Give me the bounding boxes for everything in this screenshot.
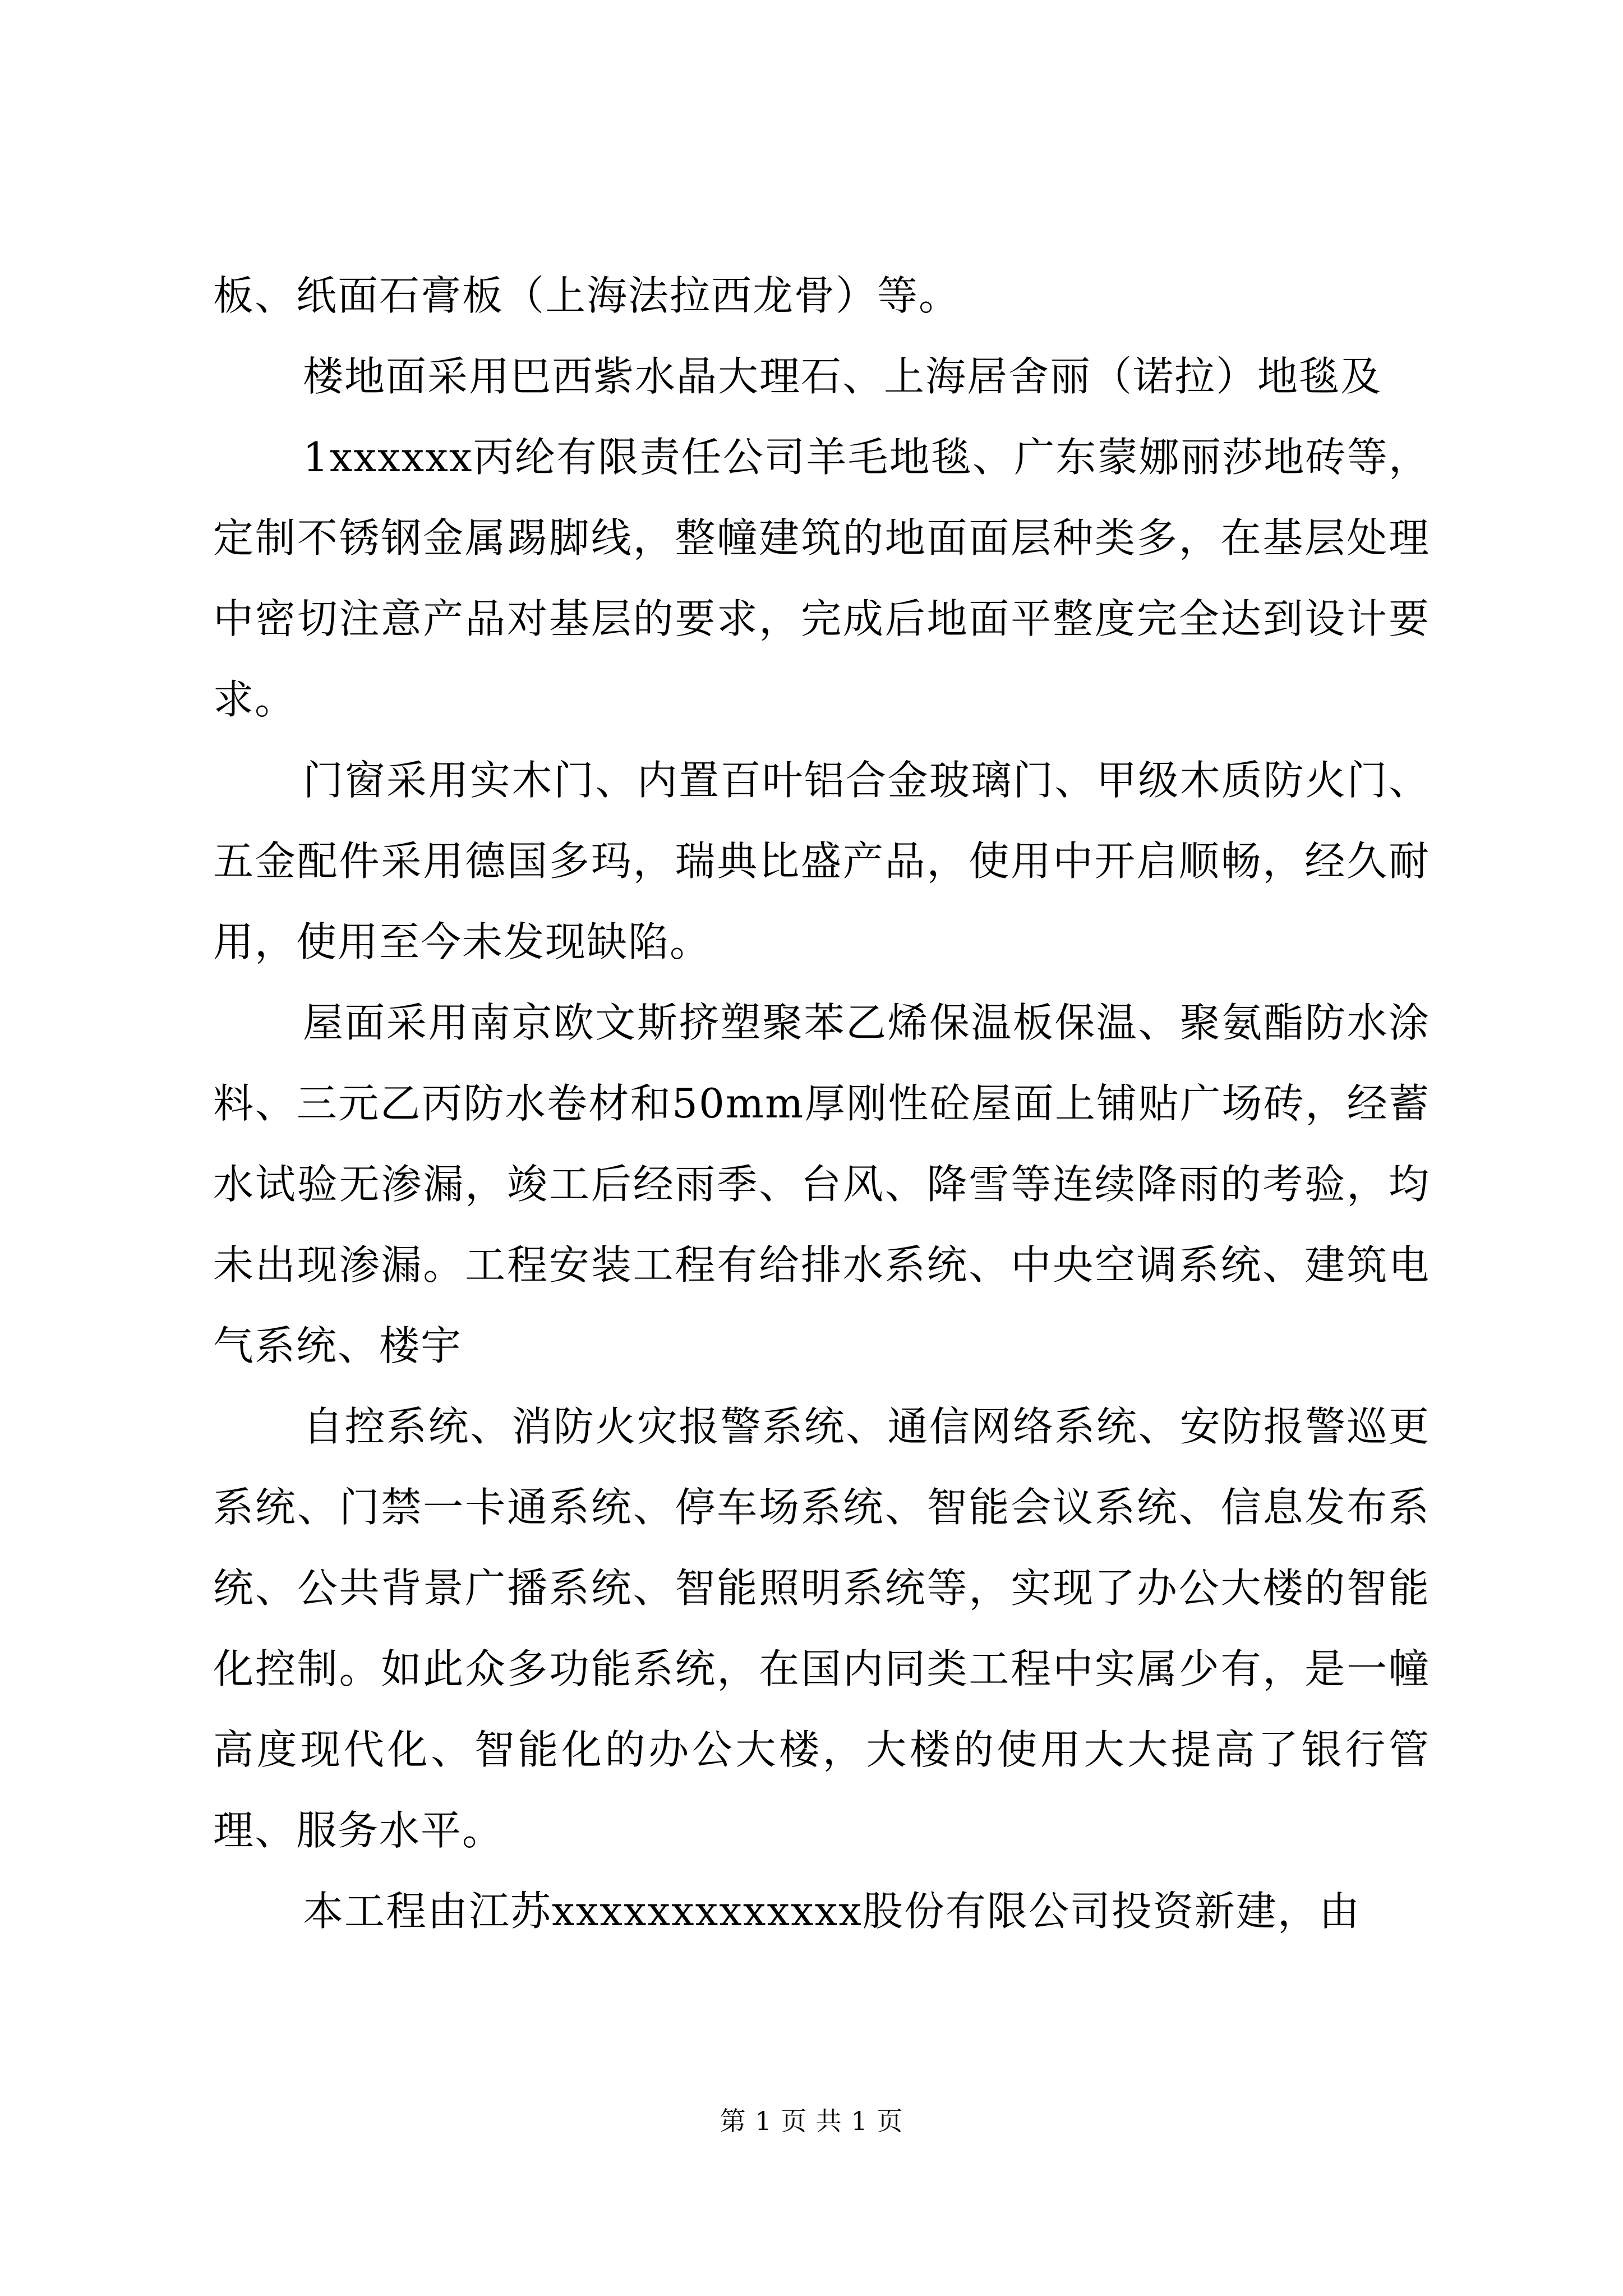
paragraph: 自控系统、消防火灾报警系统、通信网络系统、安防报警巡更系统、门禁一卡通系统、停车场系统、智能会议系统、信息发布系统、公共背景广播系统、智能照明系统等，实现了办公大楼的智能化控制。如此众多功能系统，在国内同类工程中实属少有，是一幢高度现代化、智能化的办公大楼，大楼的使用大大提高了银行管理、服务水平。 [213,1403,1430,1854]
paragraph: 本工程由江苏xxxxxxxxxxxxx股份有限公司投资新建，由 [303,1888,1361,1935]
page-footer: 第 1 页 共 1 页 [720,2106,903,2136]
paragraph: 门窗采用实木门、内置百叶铝合金玻璃门、甲级木质防火门、五金配件采用德国多玛，瑞典比盛产品，使用中开启顺畅，经久耐用，使用至今未发现缺陷。 [213,757,1430,965]
paragraph: 板、纸面石膏板（上海法拉西龙骨）等。 [213,272,961,319]
paragraph: 楼地面采用巴西紫水晶大理石、上海居舍丽（诺拉）地毯及 [303,353,1382,400]
document-body [213,255,1430,1952]
paragraph: 1xxxxxx丙纶有限责任公司羊毛地毯、广东蒙娜丽莎地砖等，定制不锈钢金属踢脚线，整幢建筑的地面面层种类多，在基层处理中密切注意产品对基层的要求，完成后地面平整度完全达到设计要求。 [213,434,1430,723]
paragraph: 屋面采用南京欧文斯挤塑聚苯乙烯保温板保温、聚氨酯防水涂料、三元乙丙防水卷材和50mm厚刚性砼屋面上铺贴广场砖，经蓄水试验无渗漏，竣工后经雨季、台风、降雪等连续降雨的考验，均未出现渗漏。工程安装工程有给排水系统、中央空调系统、建筑电气系统、楼宇 [213,999,1430,1369]
